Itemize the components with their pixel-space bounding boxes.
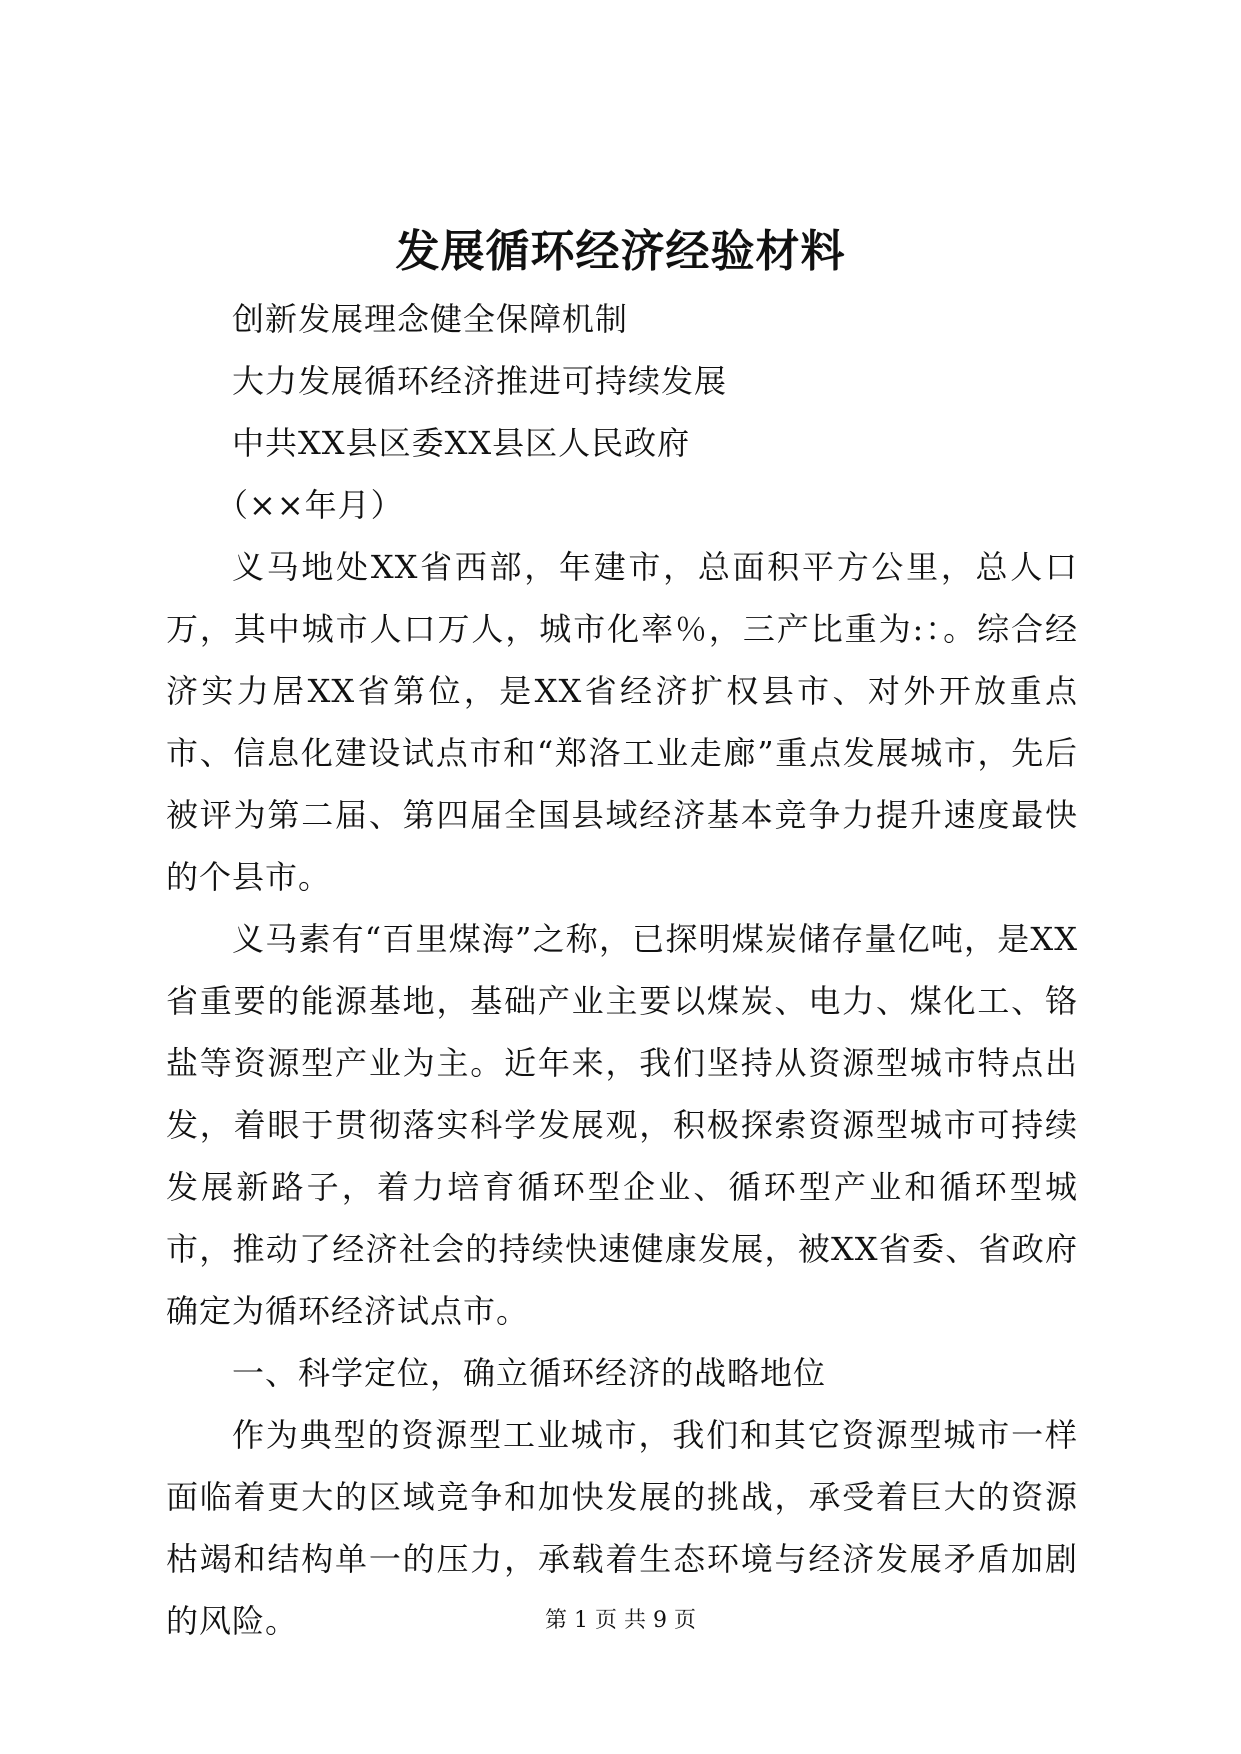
subtitle-line: 创新发展理念健全保障机制 — [232, 300, 629, 338]
body-paragraph: 义马地处XX省西部，年建市，总面积平方公里，总人口万，其中城市人口万人，城市化率％，三产比重为:：。综合经济实力居XX省第位，是XX省经济扩权县市、对外开放重点市、信息化建设试点市和“郑洛工业走廊”重点发展城市，先后被评为第二届、第四届全国县域经济基本竞争力提升速度最快的个县市。 — [166, 548, 1078, 896]
document-body — [166, 288, 1078, 1652]
document-title: 发展循环经济经验材料 — [395, 226, 846, 277]
section-heading: 一、科学定位，确立循环经济的战略地位 — [232, 1354, 827, 1392]
subtitle-line: 大力发展循环经济推进可持续发展 — [232, 362, 728, 400]
page-number-footer: 第 1 页 共 9 页 — [545, 1608, 696, 1633]
body-paragraph: 作为典型的资源型工业城市，我们和其它资源型城市一样面临着更大的区域竞争和加快发展的挑战，承受着巨大的资源枯竭和结构单一的压力，承载着生态环境与经济发展矛盾加剧的风险。 — [166, 1416, 1078, 1640]
body-paragraph: 义马素有“百里煤海”之称，已探明煤炭储存量亿吨，是XX省重要的能源基地，基础产业主要以煤炭、电力、煤化工、铬盐等资源型产业为主。近年来，我们坚持从资源型城市特点出发，着眼于贯彻落实科学发展观，积极探索资源型城市可持续发展新路子，着力培育循环型企业、循环型产业和循环型城市，推动了经济社会的持续快速健康发展，被XX省委、省政府确定为循环经济试点市。 — [166, 920, 1078, 1330]
date-line: （××年月） — [216, 486, 404, 524]
subtitle-line: 中共XX县区委XX县区人民政府 — [232, 424, 691, 462]
